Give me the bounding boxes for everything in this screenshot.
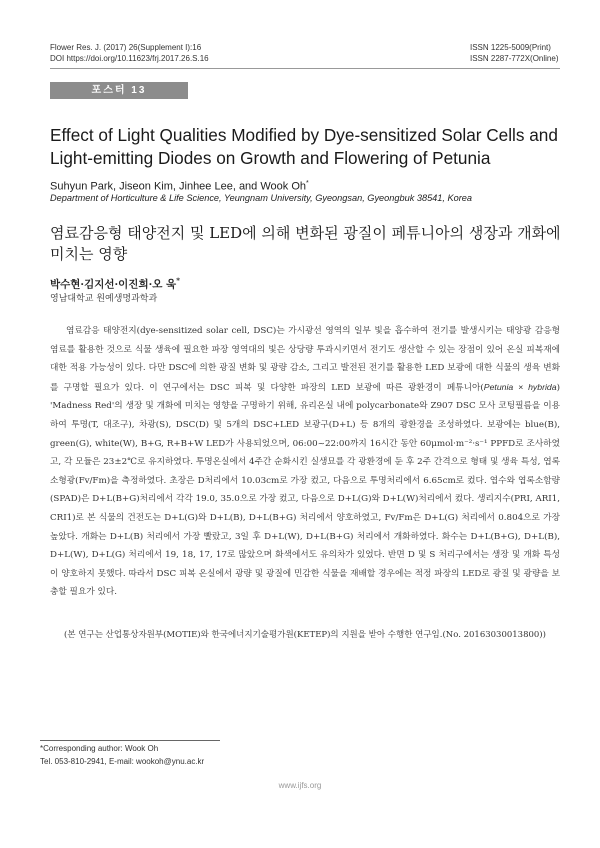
issn-online: ISSN 2287-772X(Online) (470, 54, 559, 63)
issn-header (470, 42, 559, 64)
author-list (50, 180, 309, 193)
doi-link[interactable]: DOI https://doi.org/10.11623/frj.2017.26.S.16 (50, 54, 209, 63)
journal-citation: Flower Res. J. (2017) 26(Supplement I):16 (50, 43, 202, 52)
journal-header (50, 42, 209, 64)
contact-info: Tel. 053-810-2941, E-mail: wookoh@ynu.ac.kr (40, 757, 205, 766)
korean-title: 염료감응형 태양전지 및 LED에 의해 변화된 광질이 페튜니아의 생장과 개화에 미치는 영향 (50, 224, 561, 263)
korean-affiliation: 영남대학교 원예생명과학과 (50, 294, 158, 304)
abstract-part-1: 염료감응 태양전지(dye-sensitized solar cell, DSC)는 가시광선 영역의 일부 빛을 흡수하여 전기를 발생시키는 태양광 감응형 염료를 활용한 것으로 식물 생육에 필요한 파장 영역대의 빛은 상당량 투과시키면서 전기도 생산할 수 있는 장점이 있어 온실 피복재에 대한 적용 가능성이 있다. 다만 DSC에 의한 광질 변화 및 광량 감소, 그리고 발전된 전기를 활용한 LED 보광에 대한 식물의 생육 변화를 구명할 필요가 있다. 이 연구에서는 DSC 피복 및 다양한 파장의 LED 보광에 따른 광환경이 페튜니아( (50, 326, 560, 393)
acknowledgement: (본 연구는 산업통상자원부(MOTIE)와 한국에너지기술평가원(KETEP)의 지원을 받아 수행한 연구임.(No. 20163030013800)) (64, 630, 546, 640)
header-rule (50, 68, 560, 69)
issn-print: ISSN 1225-5009(Print) (470, 43, 551, 52)
footnote-rule (40, 740, 220, 741)
journal-website[interactable]: www.ijfs.org (278, 781, 322, 790)
korean-author-names: 박수현·김지선·이진희·오 욱 (50, 278, 177, 291)
affiliation: Department of Horticulture & Life Science, Yeungnam University, Gyeongsan, Gyeongbuk 38541, Korea (50, 193, 473, 203)
abstract-body (50, 322, 560, 602)
author-names: Suhyun Park, Jiseon Kim, Jinhee Lee, and Wook Oh (50, 180, 306, 193)
korean-corresponding-mark: * (176, 276, 180, 285)
corresponding-author: *Corresponding author: Wook Oh (40, 744, 159, 753)
species-name: Petunia × hybrida (483, 381, 557, 392)
corresponding-mark: * (306, 180, 309, 187)
poster-badge: 포스터 13 (50, 82, 188, 99)
korean-author-list (50, 276, 180, 292)
abstract-part-2: ) 'Madness Red'의 생장 및 개화에 미치는 영향을 구명하기 위해, 유리온실 내에 polycarbonate와 Z907 DSC 모사 코팅필름을 이용하여 투명(T, 대조구), 차광(S), DSC(D) 및 5개의 DSC+LED 보광구(D+L) 등 8개의 광환경을 조성하였다. 보광에는 blue(B), green(G), white(W), B+G, R+B+W LED가 사용되었으며, 06:00~22:00까지 16시간 동안 60μmol·m⁻²·s⁻¹ PPFD로 조사하였고, 각 모듈은 23±2℃로 유지하였다. 투명온실에서 4주간 순화시킨 실생묘를 각 광환경에 둔 후 2주 간격으로 형태 및 생육 특성, 엽록소형광(Fv/Fm)을 측정하였다. 초장은 D처리에서 10.03cm로 가장 컸고, 다음으로 투명처리에서 6.65cm로 컸다. 엽수와 엽록소함량(SPAD)은 D+L(B+G)처리에서 각각 19.0, 35.0으로 가장 컸고, 다음으로 D+L(G)와 D+L(W)처리에서 컸다. 생리지수(PRI, ARI1, CRI1)로 본 식물의 건전도는 D+L(G)와 D+L(B), D+L(B+G) 처리에서 양호하였고, Fv/Fm은 D+L(G) 처리에서 0.804으로 가장 높았다. 개화는 D+L(B) 처리에서 가장 빨랐고, 3일 후 D+L(W), D+L(B+G) 처리에서 개화하였다. 화수는 D+L(B+G), D+L(B), D+L(W), D+L(G) 처리에서 19, 18, 17, 17로 많았으며 화색에서도 유의차가 있었다. 반면 D 및 S 처리구에서는 생장 및 개화 특성이 양호하지 못했다. 따라서 DSC 피복 온실에서 광량 및 광질에 민감한 식물을 재배할 경우에는 적정 파장의 LED로 광질 및 광량을 보충할 필요가 있다. (50, 382, 560, 598)
paper-title: Effect of Light Qualities Modified by Dye-sensitized Solar Cells and Light-emitting Diodes on Growth and Flowering of Petunia (50, 125, 558, 168)
